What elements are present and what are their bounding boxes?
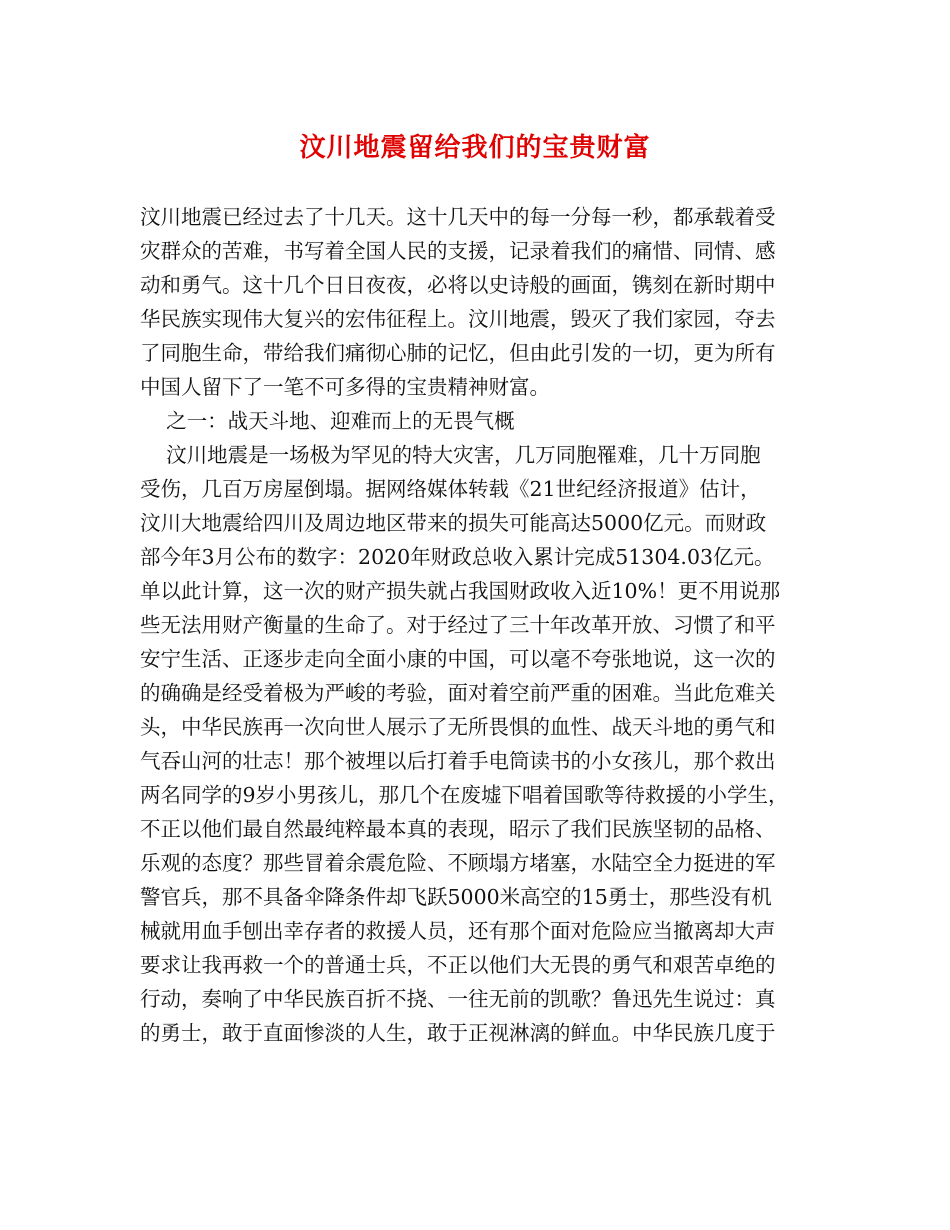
- body-line: 的确确是经受着极为严峻的考验，面对着空前严重的困难。当此危难关: [140, 681, 776, 705]
- body-line: 受伤，几百万房屋倒塌。据网络媒体转载《21世纪经济报道》估计，: [140, 477, 761, 501]
- body-line: 头，中华民族再一次向世人展示了无所畏惧的血性、战天斗地的勇气和: [140, 715, 776, 739]
- body-line: 安宁生活、正逐步走向全面小康的中国，可以毫不夸张地说，这一次的: [140, 647, 776, 671]
- body-line: 不正以他们最自然最纯粹最本真的表现，昭示了我们民族坚韧的品格、: [140, 817, 776, 841]
- body-line: 华民族实现伟大复兴的宏伟征程上。汶川地震，毁灭了我们家园，夺去: [140, 307, 776, 331]
- body-line: 动和勇气。这十几个日日夜夜，必将以史诗般的画面，镌刻在新时期中: [140, 273, 776, 297]
- body-line: 灾群众的苦难，书写着全国人民的支援，记录着我们的痛惜、同情、感: [140, 239, 776, 263]
- body-line: 汶川地震已经过去了十几天。这十几天中的每一分每一秒，都承载着受: [140, 205, 776, 229]
- section-heading: 之一：战天斗地、迎难而上的无畏气概: [140, 409, 515, 433]
- body-line: 械就用血手刨出幸存者的救援人员，还有那个面对危险应当撤离却大声: [140, 919, 776, 943]
- body-line: 汶川地震是一场极为罕见的特大灾害，几万同胞罹难，几十万同胞: [140, 443, 761, 467]
- body-line: 气吞山河的壮志！那个被埋以后打着手电筒读书的小女孩儿，那个救出: [140, 749, 776, 773]
- body-line: 行动，奏响了中华民族百折不挠、一往无前的凯歌？鲁迅先生说过：真: [140, 987, 776, 1011]
- body-line: 单以此计算，这一次的财产损失就占我国财政收入近10%！更不用说那: [140, 579, 781, 603]
- body-line: 些无法用财产衡量的生命了。对于经过了三十年改革开放、习惯了和平: [140, 613, 776, 637]
- body-line: 汶川大地震给四川及周边地区带来的损失可能高达5000亿元。而财政: [140, 511, 767, 535]
- body-line: 的勇士，敢于直面惨淡的人生，敢于正视淋漓的鲜血。中华民族几度于: [140, 1021, 776, 1045]
- body-line: 要求让我再救一个的普通士兵，不正以他们大无畏的勇气和艰苦卓绝的: [140, 953, 776, 977]
- body-line: 两名同学的9岁小男孩儿，那几个在废墟下唱着国歌等待救援的小学生，: [140, 783, 789, 807]
- body-line: 中国人留下了一笔不可多得的宝贵精神财富。: [140, 375, 550, 399]
- body-line: 部今年3月公布的数字：2020年财政总收入累计完成51304.03亿元。: [140, 545, 775, 569]
- body-line: 了同胞生命，带给我们痛彻心肺的记忆，但由此引发的一切，更为所有: [140, 341, 776, 365]
- body-line: 乐观的态度？那些冒着余震危险、不顾塌方堵塞，水陆空全力挺进的军: [140, 851, 776, 875]
- body-line: 警官兵，那不具备伞降条件却飞跃5000米高空的15勇士，那些没有机: [140, 885, 772, 909]
- document-title: 汶川地震留给我们的宝贵财富: [299, 133, 651, 163]
